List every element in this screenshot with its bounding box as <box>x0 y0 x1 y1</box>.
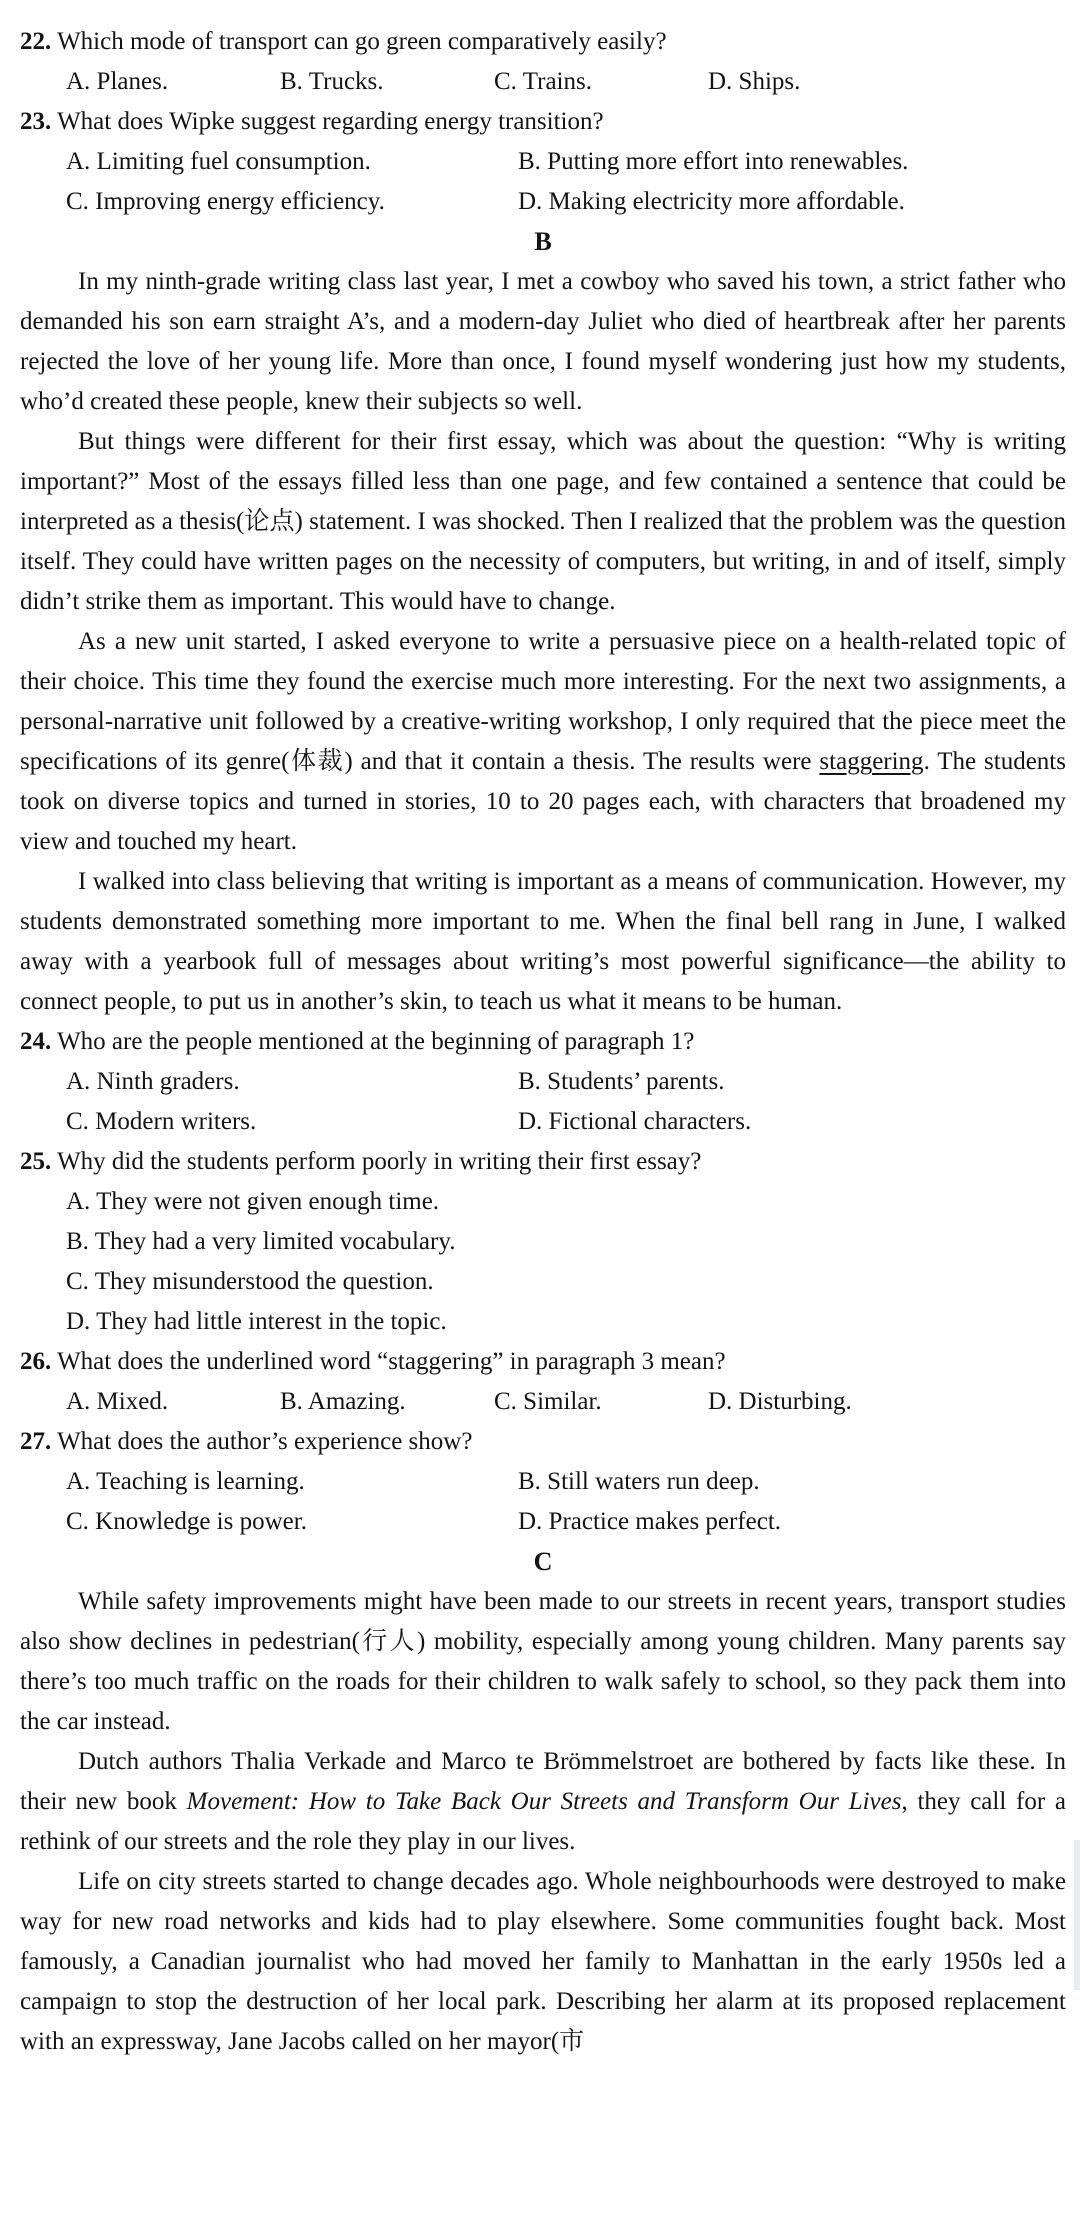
section-c-paragraph-1: While safety improvements might have been made to our streets in recent years, transport studies also show declines in pedestrian(行人) mobility, especially among young children. Many parents say there’s too much traffic on the roads for their children to walk safely to school, so they pack them into the car instead. <box>20 1588 1066 1735</box>
question-text: What does the underlined word “staggering” in paragraph 3 mean? <box>57 1348 726 1375</box>
question-text: Which mode of transport can go green comparatively easily? <box>57 28 667 55</box>
paragraph-text: , they call for a rethink of our streets and the role they play in our lives. <box>20 1788 1066 1855</box>
section-c-paragraph-2 <box>20 1742 1066 1862</box>
section-b-paragraph-4: I walked into class believing that writing is important as a means of communication. However, my students demonstrated something more important to me. When the final bell rang in June, I walked away with a yearbook full of messages about writing’s most powerful significance—the ability to connect people, to put us in another’s skin, to teach us what it means to be human. <box>20 868 1066 1015</box>
options-27-row2 <box>20 1502 1066 1542</box>
options-26 <box>20 1382 1066 1422</box>
options-25-d <box>20 1302 1066 1342</box>
question-number: 26. <box>20 1348 52 1375</box>
option-b: B. Putting more effort into renewables. <box>518 148 909 175</box>
option-a: A. Planes. <box>66 68 169 95</box>
underlined-word: staggering <box>819 748 924 775</box>
option-d: D. Ships. <box>708 68 801 95</box>
section-c-title: C <box>533 1547 553 1576</box>
option-b: B. They had a very limited vocabulary. <box>66 1228 456 1255</box>
option-b: B. Still waters run deep. <box>518 1468 760 1495</box>
option-a: A. Teaching is learning. <box>66 1468 305 1495</box>
paragraph-text: Dutch authors Thalia Verkade and Marco te Brömmelstroet are bothered by facts like these. In their new book <box>20 1748 1066 1815</box>
option-b: B. Amazing. <box>280 1388 406 1415</box>
options-24-row1 <box>20 1062 1066 1102</box>
section-b-paragraph-1: In my ninth-grade writing class last year, I met a cowboy who saved his town, a strict father who demanded his son earn straight A’s, and a modern-day Juliet who died of heartbreak after her parents rejected the love of her young life. More than once, I found myself wondering just how my students, who’d created these people, knew their subjects so well. <box>20 268 1066 415</box>
section-b-paragraph-3 <box>20 622 1066 862</box>
book-title: Movement: How to Take Back Our Streets and Transform Our Lives <box>186 1788 902 1815</box>
question-number: 23. <box>20 108 52 135</box>
options-22 <box>20 62 1066 102</box>
option-a: A. Mixed. <box>66 1388 169 1415</box>
question-number: 24. <box>20 1028 52 1055</box>
option-c: C. Trains. <box>494 68 592 95</box>
question-22 <box>20 22 1066 62</box>
question-text: What does Wipke suggest regarding energy transition? <box>57 108 604 135</box>
question-text: Who are the people mentioned at the beginning of paragraph 1? <box>57 1028 695 1055</box>
question-text: What does the author’s experience show? <box>57 1428 473 1455</box>
option-c: C. Improving energy efficiency. <box>66 188 385 215</box>
option-b: B. Students’ parents. <box>518 1068 725 1095</box>
question-text: Why did the students perform poorly in writing their first essay? <box>57 1148 702 1175</box>
option-d: D. Disturbing. <box>708 1388 852 1415</box>
option-d: D. Making electricity more affordable. <box>518 188 905 215</box>
options-25-c <box>20 1262 1066 1302</box>
section-b-paragraph-2: But things were different for their first essay, which was about the question: “Why is writing important?” Most of the essays filled less than one page, and few contained a sentence that could be interpreted as a thesis(论点) statement. I was shocked. Then I realized that the problem was the question itself. They could have written pages on the necessity of computers, but writing, in and of itself, simply didn’t strike them as important. This would have to change. <box>20 428 1066 615</box>
options-25-a <box>20 1182 1066 1222</box>
option-b: B. Trucks. <box>280 68 384 95</box>
section-b-title: B <box>534 227 552 256</box>
option-d: D. Practice makes perfect. <box>518 1508 782 1535</box>
option-a: A. They were not given enough time. <box>66 1188 440 1215</box>
question-26 <box>20 1342 1066 1382</box>
options-27-row1 <box>20 1462 1066 1502</box>
question-23 <box>20 102 1066 142</box>
question-24 <box>20 1022 1066 1062</box>
section-c-paragraph-3: Life on city streets started to change decades ago. Whole neighbourhoods were destroyed to make way for new road networks and kids had to play elsewhere. Some communities fought back. Most famously, a Canadian journalist who had moved her family to Manhattan in the early 1950s led a campaign to stop the destruction of her local park. Describing her alarm at its proposed replacement with an expressway, Jane Jacobs called on her mayor(市 <box>20 1868 1066 2055</box>
paragraph-text: . The students took on diverse topics and turned in stories, 10 to 20 pages each, with characters that broadened my view and touched my heart. <box>20 748 1066 855</box>
option-c: C. Knowledge is power. <box>66 1508 307 1535</box>
options-23-row1 <box>20 142 1066 182</box>
question-number: 27. <box>20 1428 52 1455</box>
option-d: D. Fictional characters. <box>518 1108 752 1135</box>
question-number: 22. <box>20 28 52 55</box>
options-25-b <box>20 1222 1066 1262</box>
option-a: A. Limiting fuel consumption. <box>66 148 371 175</box>
question-number: 25. <box>20 1148 52 1175</box>
options-23-row2 <box>20 182 1066 222</box>
option-c: C. They misunderstood the question. <box>66 1268 434 1295</box>
option-a: A. Ninth graders. <box>66 1068 240 1095</box>
option-c: C. Similar. <box>494 1388 602 1415</box>
option-d: D. They had little interest in the topic. <box>66 1308 447 1335</box>
option-c: C. Modern writers. <box>66 1108 257 1135</box>
options-24-row2 <box>20 1102 1066 1142</box>
question-27 <box>20 1422 1066 1462</box>
page-edge-mark <box>1074 1840 1080 1990</box>
paragraph-text: As a new unit started, I asked everyone to write a persuasive piece on a health-related topic of their choice. This time they found the exercise much more interesting. For the next two assignments, a personal-narrative unit followed by a creative-writing workshop, I only required that the piece meet the specifications of its genre(体裁) and that it contain a thesis. The results were <box>20 628 1066 775</box>
question-25 <box>20 1142 1066 1182</box>
